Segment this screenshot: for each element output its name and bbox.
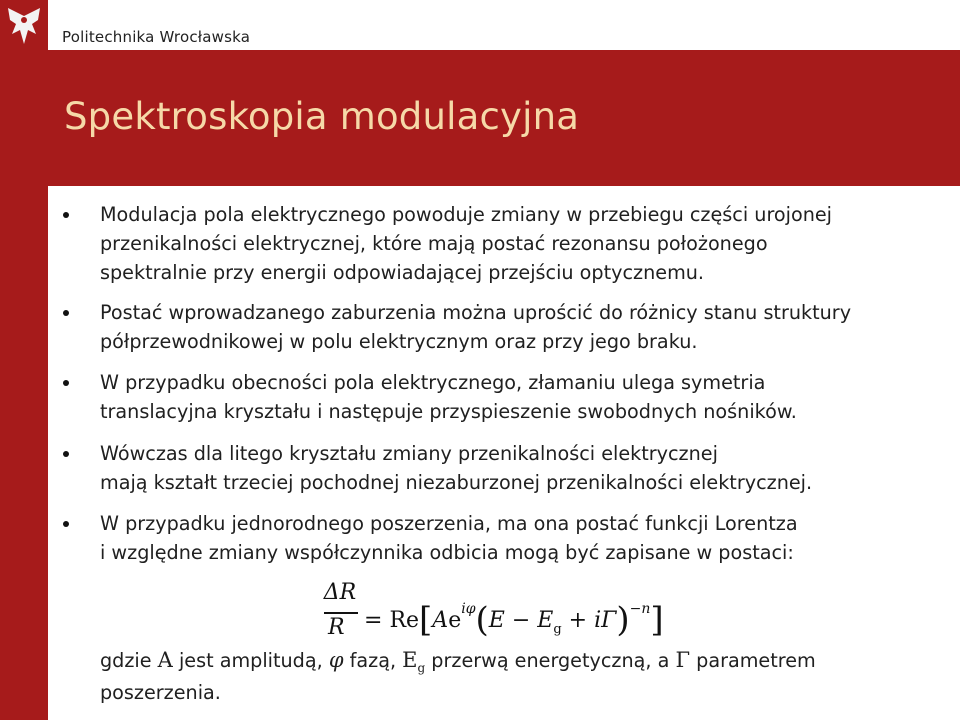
legend-text: parametrem bbox=[690, 649, 816, 672]
bullet-line: W przypadku obecności pola elektrycznego, złamaniu ulega symetria bbox=[100, 371, 766, 394]
fraction-bar bbox=[324, 612, 358, 614]
slide-content bbox=[48, 186, 960, 720]
legend-phase-symbol: φ bbox=[328, 648, 344, 672]
open-paren: ( bbox=[475, 600, 489, 640]
plus-sign: + bbox=[561, 608, 595, 633]
legend-text: poszerzenia. bbox=[100, 681, 221, 704]
exp-base: e bbox=[448, 608, 462, 633]
bullet-line: półprzewodnikowej w polu elektrycznym oraz przy jego braku. bbox=[100, 330, 698, 353]
legend-text: jest amplitudą, bbox=[172, 649, 329, 672]
bullet-line: W przypadku jednorodnego poszerzenia, ma ona postać funkcji Lorentza bbox=[100, 512, 798, 535]
bullet-line: Wówczas dla litego kryształu zmiany przenikalności elektrycznej bbox=[100, 442, 718, 465]
bullet-dot-icon bbox=[63, 521, 69, 527]
eagle-crest-icon bbox=[0, 0, 48, 50]
legend-text: przerwą energetyczną, a bbox=[425, 649, 676, 672]
legend-amplitude-symbol: A bbox=[157, 648, 173, 672]
gap-symbol: E bbox=[537, 608, 554, 633]
formula-denominator: R bbox=[328, 615, 345, 640]
organization-name: Politechnika Wrocławska bbox=[62, 28, 251, 46]
bullet-dot-icon bbox=[63, 212, 69, 218]
phase-exponent: iφ bbox=[461, 601, 476, 617]
amplitude-symbol: A bbox=[432, 608, 449, 633]
formula-numerator: ΔR bbox=[323, 580, 357, 605]
bullet-dot-icon bbox=[63, 310, 69, 316]
minus-sign: − bbox=[504, 608, 538, 633]
bullet-line: translacyjna kryształu i następuje przyspieszenie swobodnych nośników. bbox=[100, 400, 797, 423]
slide-title: Spektroskopia modulacyjna bbox=[64, 95, 580, 138]
bullet-dot-icon bbox=[63, 451, 69, 457]
bullet-line: i względne zmiany współczynnika odbicia mogą być zapisane w postaci: bbox=[100, 541, 794, 564]
bullet-line: Modulacja pola elektrycznego powoduje zmiany w przebiegu części urojonej bbox=[100, 203, 833, 226]
formula-rhs bbox=[364, 596, 664, 640]
energy-symbol: E bbox=[488, 608, 505, 633]
equals-sign: = bbox=[364, 608, 383, 633]
open-bracket: [ bbox=[419, 600, 433, 640]
header-bar bbox=[0, 0, 960, 50]
real-part-op: Re bbox=[389, 608, 420, 633]
bullet-line: przenikalności elektrycznej, które mają postać rezonansu położonego bbox=[100, 232, 768, 255]
close-bracket: ] bbox=[650, 600, 664, 640]
bullet-line: mają kształt trzeciej pochodnej niezaburzonej przenikalności elektrycznej. bbox=[100, 471, 813, 494]
legend-gap-subscript: g bbox=[417, 661, 426, 675]
legend-gamma-symbol: Γ bbox=[675, 648, 691, 672]
bullet-dot-icon bbox=[63, 380, 69, 386]
legend-text: gdzie bbox=[100, 649, 158, 672]
bullet-line: Postać wprowadzanego zaburzenia można uprościć do różnicy stanu struktury bbox=[100, 301, 852, 324]
broadening-term: iΓ bbox=[594, 608, 617, 633]
symbol-legend bbox=[100, 646, 940, 707]
legend-text: fazą, bbox=[343, 649, 403, 672]
power-exponent: −n bbox=[629, 601, 651, 617]
bullet-line: spektralnie przy energii odpowiadającej przejściu optycznemu. bbox=[100, 261, 705, 284]
close-paren: ) bbox=[616, 600, 630, 640]
gap-subscript: g bbox=[553, 622, 562, 637]
legend-energy-symbol: E bbox=[402, 648, 418, 672]
